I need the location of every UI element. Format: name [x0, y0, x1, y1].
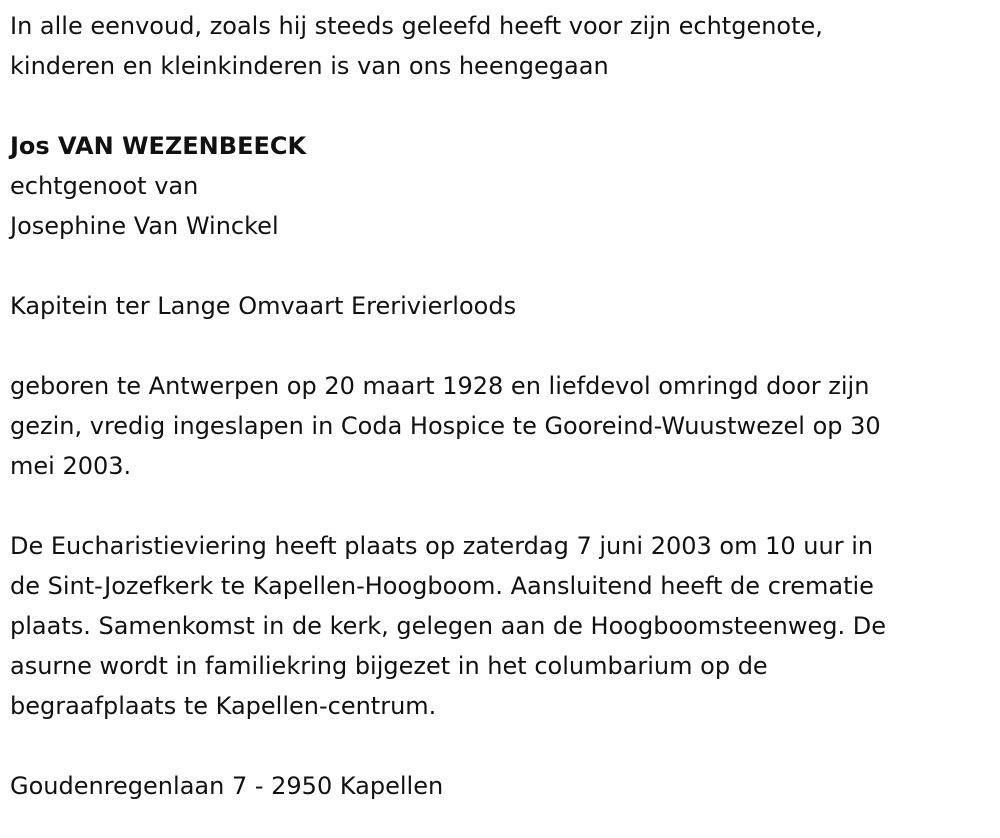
- spacer: [10, 486, 985, 526]
- birth-death-line-1: geboren te Antwerpen op 20 maart 1928 en liefdevol omringd door zijn: [10, 372, 870, 400]
- intro-line-2: kinderen en kleinkinderen is van ons heengegaan: [10, 52, 609, 80]
- ceremony-line-2: de Sint-Jozefkerk te Kapellen-Hoogboom. Aansluitend heeft de crematie: [10, 572, 874, 600]
- birth-death-line-2: gezin, vredig ingeslapen in Coda Hospice te Gooreind-Wuustwezel op 30: [10, 412, 881, 440]
- ceremony-line-5: begraafplaats te Kapellen-centrum.: [10, 692, 437, 720]
- address: Goudenregenlaan 7 - 2950 Kapellen: [10, 772, 444, 800]
- spacer: [10, 86, 985, 126]
- deceased-name: Jos VAN WEZENBEECK: [10, 132, 307, 160]
- ceremony-line-4: asurne wordt in familiekring bijgezet in het columbarium op de: [10, 652, 768, 680]
- birth-death-line-3: mei 2003.: [10, 452, 132, 480]
- intro-line-1: In alle eenvoud, zoals hij steeds geleefd heeft voor zijn echtgenote,: [10, 12, 823, 40]
- spacer: [10, 326, 985, 366]
- ceremony-line-3: plaats. Samenkomst in de kerk, gelegen aan de Hoogboomsteenweg. De: [10, 612, 886, 640]
- spacer: [10, 726, 985, 766]
- spacer: [10, 246, 985, 286]
- death-notice: [10, 6, 985, 806]
- deceased-title: Kapitein ter Lange Omvaart Ererivierloods: [10, 292, 517, 320]
- ceremony-line-1: De Eucharistieviering heeft plaats op zaterdag 7 juni 2003 om 10 uur in: [10, 532, 874, 560]
- spouse-name: Josephine Van Winckel: [10, 212, 279, 240]
- spouse-label: echtgenoot van: [10, 172, 199, 200]
